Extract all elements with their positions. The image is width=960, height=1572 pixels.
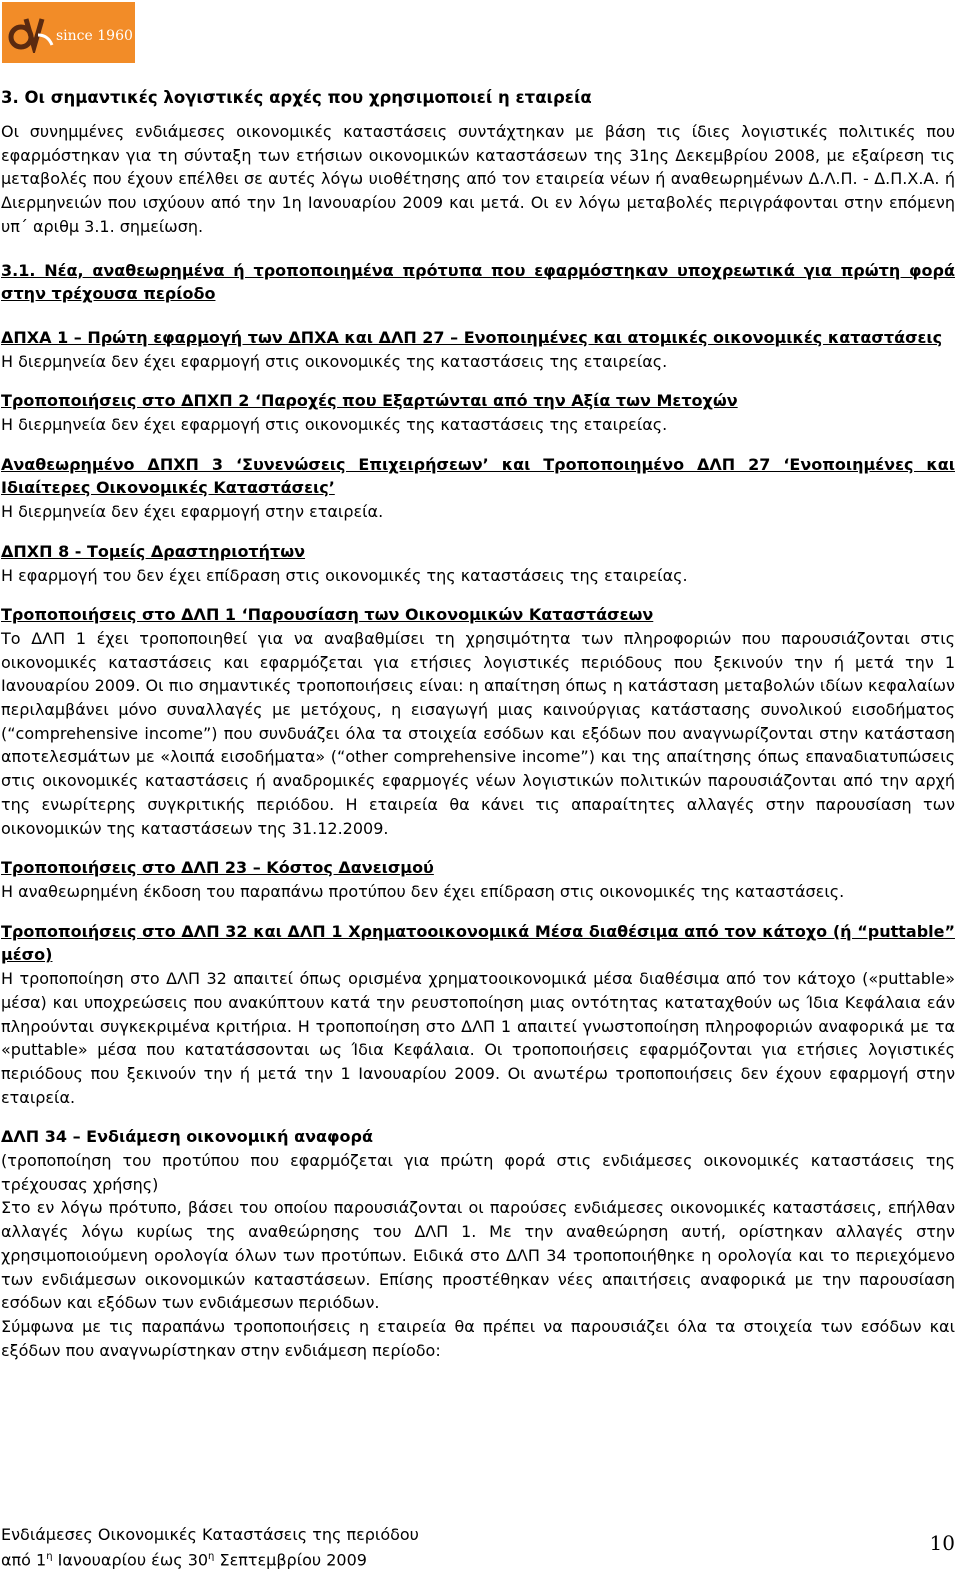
item-heading: Τροποποιήσεις στο ΔΛΠ 32 και ΔΛΠ 1 Χρηματοοικονομικά Μέσα διαθέσιμα από τον κάτοχο (ή “puttable” μέσο) [1, 921, 955, 965]
item-body: Η τροποποίηση στο ΔΛΠ 32 απαιτεί όπως ορισμένα χρηματοοικονομικά μέσα διαθέσιμα από τον κάτοχο («puttable» μέσα) και υποχρεώσεις που ανακύπτουν κατά την ρευστοποίηση μιας οντότητας καταταχθούν ως Ίδια Κεφάλαια εάν πληρούνται συγκεκριμένα κριτήρια. Η τροποποίηση στο ΔΛΠ 1 απαιτεί γνωστοποίηση πληροφοριών αναφορικά με τα «puttable» μέσα που κατατάσσονται ως Ίδια Κεφάλαια. Οι τροποποιήσεις εφαρμόζονται για ετήσιες λογιστικές περιόδους που ξεκινούν την ή μετά την 1 Ιανουαρίου 2009. Οι ανωτέρω τροποποιήσεις δεν έχουν εφαρμογή στην εταιρεία. [1, 969, 955, 1107]
section-title: 3. Οι σημαντικές λογιστικές αρχές που χρησιμοποιεί η εταιρεία [1, 88, 592, 107]
ias34-note: (τροποποίηση του προτύπου που εφαρμόζεται για πρώτη φορά στις ενδιάμεσες οικονομικές καταστάσεις της τρέχουσας χρήσης) [1, 1151, 955, 1194]
document-body [1, 86, 955, 1362]
company-logo [2, 2, 135, 63]
logo-text: since 1960 [56, 27, 133, 44]
item-heading: ΔΠΧΠ 8 - Τομείς Δραστηριοτήτων [1, 541, 306, 561]
ias34-heading: ΔΛΠ 34 – Ενδιάμεση οικονομική αναφορά [1, 1127, 373, 1147]
item-body: Η διερμηνεία δεν έχει εφαρμογή στις οικονομικές της καταστάσεις της εταιρείας. [1, 415, 668, 435]
item-heading: Αναθεωρημένο ΔΠΧΠ 3 ‘Συνενώσεις Επιχειρήσεων’ και Τροποποιημένο ΔΛΠ 27 ‘Ενοποιημένες και Ιδιαίτερες Οικονομικές Καταστάσεις’ [1, 454, 955, 498]
footer-line-1: Ενδιάμεσες Οικονομικές Καταστάσεις της περιόδου [1, 1525, 419, 1544]
item-heading: ΔΠΧΑ 1 – Πρώτη εφαρμογή των ΔΠΧΑ και ΔΛΠ 27 – Ενοποιημένες και ατομικές οικονομικές καταστάσεις [1, 327, 943, 347]
ias34-body-conclusion: Σύμφωνα με τις παραπάνω τροποποιήσεις η εταιρεία θα πρέπει να παρουσιάζει όλα τα στοιχεία των εσόδων και εξόδων που αναγνωρίστηκαν στην ενδιάμεση περίοδο: [1, 1316, 955, 1360]
page-footer [1, 1524, 959, 1571]
item-heading: Τροποποιήσεις στο ΔΛΠ 1 ‘Παρουσίαση των Οικονομικών Καταστάσεων [1, 605, 654, 625]
ias34-body: Στο εν λόγω πρότυπο, βάσει του οποίου παρουσιάζονται οι παρούσες ενδιάμεσες οικονομικές καταστάσεις, επήλθαν αλλαγές λόγω κυρίως της αναθεώρησης του ΔΛΠ 1. Με την αναθεώρηση αυτή, ορίστηκαν αλλαγές στην χρησιμοποιούμενη ορολογία όλων των προτύπων. Ειδικά στο ΔΛΠ 34 τροποποιήθηκε η ορολογία και το περιεχόμενο των ενδιάμεσων οικονομικών καταστάσεων. Επίσης προστέθηκαν νέες απαιτήσεις αναφορικά με την παρουσίαση εσόδων και εξόδων των ενδιάμεσων περιόδων. [1, 1198, 955, 1313]
footer-line-2: από $1^\eta$ Ιανουαρίου έως $30^\eta$ Σεπτεμβρίου 2009 [1, 1550, 367, 1570]
logo-mark-icon [8, 13, 54, 53]
item-body: Το ΔΛΠ 1 έχει τροποποιηθεί για να αναβαθμίσει τη χρησιμότητα των πληροφοριών που παρουσιάζονται στις οικονομικές καταστάσεις και εφαρμόζεται για ετήσιες λογιστικές περιόδους που ξεκινούν την ή μετά την 1 Ιανουαρίου 2009. Οι πιο σημαντικές τροποποιήσεις είναι: η απαίτηση όπως η κατάσταση μεταβολών ιδίων κεφαλαίων περιλαμβάνει μόνο συναλλαγές με μετόχους, η εισαγωγή μιας καινούργιας κατάστασης συνολικού εισοδήματος (“comprehensive income”) που συνδυάζει όλα τα στοιχεία εσόδων και εξόδων που αναγνωρίζονται στην κατάσταση αποτελεσμάτων με «λοιπά εισοδήματα» (“other comprehensive income”) και της απαίτησης όπως επαναδιατυπώσεις στις οικονομικές καταστάσεις ή αναδρομικές εφαρμογές νέων λογιστικών πολιτικών παρουσιάζονται από την αρχή της ενωρίτερης συγκριτικής περιόδου. Η εταιρεία θα κάνει τις απαραίτητες αλλαγές στην παρουσίαση των οικονομικών της καταστάσεων της 31.12.2009. [1, 628, 955, 838]
item-body: Η αναθεωρημένη έκδοση του παραπάνω προτύπου δεν έχει επίδραση στις οικονομικές της καταστάσεις. [1, 881, 845, 901]
intro-paragraph: Οι συνημμένες ενδιάμεσες οικονομικές καταστάσεις συντάχτηκαν με βάση τις ίδιες λογιστικές πολιτικές που εφαρμόστηκαν για τη σύνταξη των ετήσιων οικονομικών καταστάσεων της 31ης Δεκεμβρίου 2008, με εξαίρεση τις μεταβολές που έχουν επέλθει σε αυτές λόγω υιοθέτησης από τον εταιρεία νέων ή αναθεωρημένων Δ.Λ.Π. - Δ.Π.Χ.Α. ή Διερμηνειών που ισχύουν από την 1η Ιανουαρίου 2009 και μετά. Οι εν λόγω μεταβολές περιγράφονται στην επόμενη υπ΄ αριθμ 3.1. σημείωση. [1, 122, 955, 236]
subsection-title: 3.1. Νέα, αναθεωρημένα ή τροποποιημένα πρότυπα που εφαρμόστηκαν υποχρεωτικά για πρώτη φορά στην τρέχουσα περίοδο [1, 260, 955, 304]
item-body: Η εφαρμογή του δεν έχει επίδραση στις οικονομικές της καταστάσεις της εταιρείας. [1, 565, 688, 585]
page-number: 10 [929, 1531, 955, 1555]
item-heading: Τροποποιήσεις στο ΔΠΧΠ 2 ‘Παροχές που Εξαρτώνται από την Αξία των Μετοχών [1, 391, 738, 411]
item-body: Η διερμηνεία δεν έχει εφαρμογή στις οικονομικές της καταστάσεις της εταιρείας. [1, 351, 668, 371]
item-body: Η διερμηνεία δεν έχει εφαρμογή στην εταιρεία. [1, 502, 384, 522]
item-heading: Τροποποιήσεις στο ΔΛΠ 23 – Κόστος Δανεισμού [1, 858, 434, 878]
